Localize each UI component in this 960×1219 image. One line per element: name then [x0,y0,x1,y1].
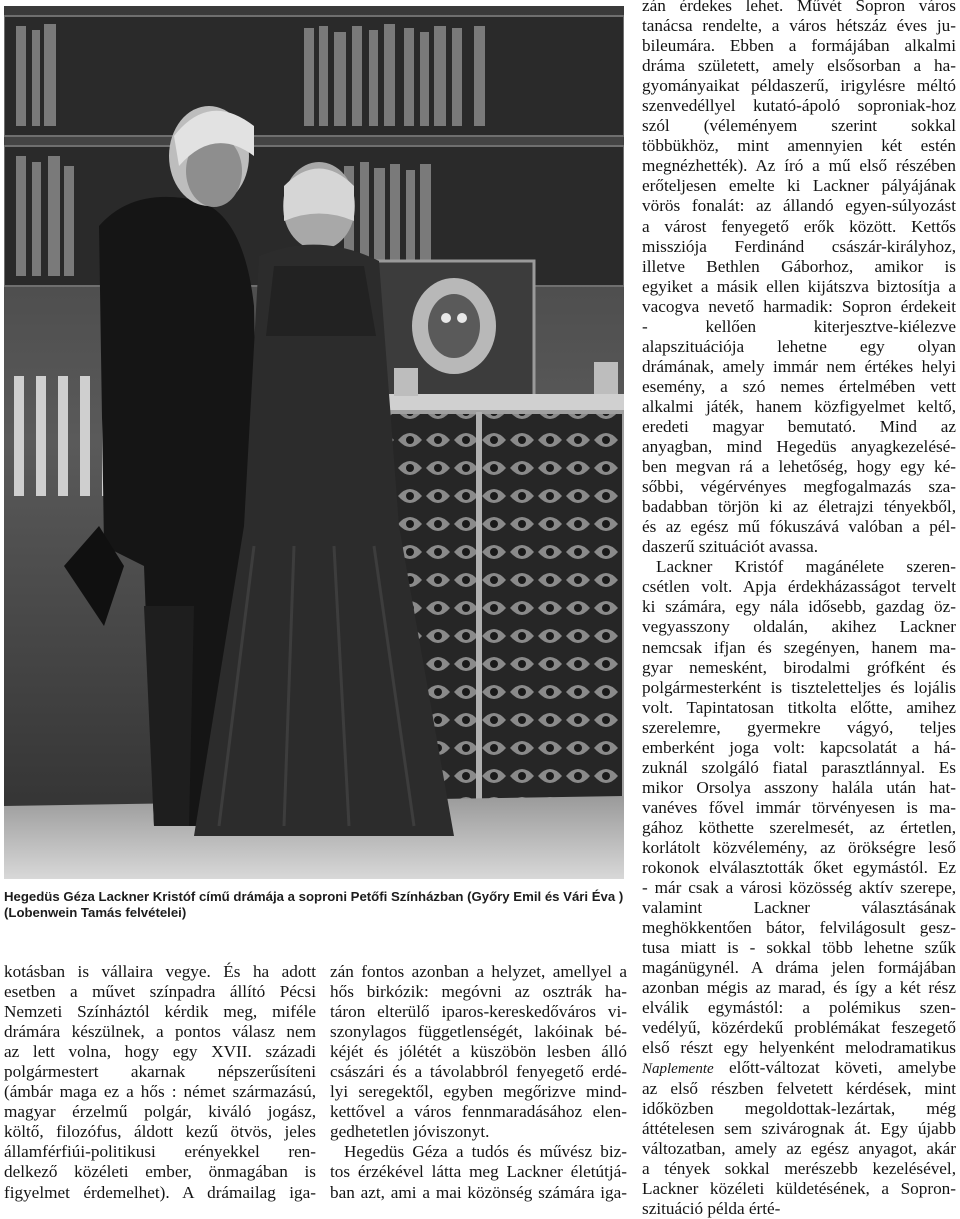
text-line: ben megvan rá a lehetőség, hogy egy ké- [642,457,956,477]
text-line: missziója Ferdinánd császár-királyhoz, [642,236,956,256]
text-line: kettővel a város fennmaradásához elen- [330,1102,627,1122]
text-line: meghökkentően bátor, felvilágosult gesz- [642,918,956,938]
text-line: emberként joga volt: kapcsolatát a há- [642,737,956,757]
text-line: elválik egymástól: a polémikus szen- [642,998,956,1018]
text-line: szonylagos függetlenségét, lakóinak bé- [330,1022,627,1042]
text-line: drámának, amely immár nem értékes helyi [642,356,956,376]
text-line: Lackner Kristóf magánélete szeren- [656,557,956,577]
text-line: badabban törjön ki az életrajzi tényekből, [642,497,956,517]
text-line: nemcsak ifjan és szegényen, hanem ma- [642,637,956,657]
text-line: valamint Lackner választásának [642,898,956,918]
text-line: változatban, amely az egész anyagot, akár [642,1138,956,1158]
text-line: tos érzékével látta meg Lackner életútjá- [330,1162,627,1182]
text-line: gyományaikat példaszerű, irigylésre méltó [642,76,956,96]
text-fragment: előtt-változat követi, amelybe [713,1058,956,1078]
text-line: Hegedüs Géza a tudós és művész biz- [344,1142,627,1162]
text-line: polgármesterként is tiszteletteljes és lojális [642,677,956,697]
text-line: zán érdekes lehet. Művét Sopron város [642,0,956,15]
photo-caption [4,889,624,921]
text-line: gyar nemesként, birodalmi grófként és [642,657,956,677]
text-line: táron elterülő iparos-kereskedőváros vi- [330,1002,627,1022]
text-line: időközben megoldottak-lezártak, még [642,1098,956,1118]
text-line: illetve Bethlen Gáborhoz, amikor is [642,256,956,276]
text-line: - kellően kiterjesztve-kiélezve [642,316,956,336]
text-line: szól (véleményem szerint sokkal [642,116,956,136]
text-line: tusa miatt is - sokkal több lehetne szűk [642,938,956,958]
text-line: vörös fonalát: az állandó egyen-súlyozást [642,196,956,216]
text-line: erőteljesen emelte ki Lackner pályájának [642,176,956,196]
text-line: áttételesen sem szivárognak át. Egy újabb [642,1118,956,1138]
text-line-italic [642,1058,956,1078]
text-line: alkalmi játék, hanem közfigyelmet keltő, [642,396,956,416]
text-line: Nemzeti Színháztól kérdik meg, miféle [4,1002,316,1022]
text-line: gához köthette szerelmesét, az értetlen, [642,817,956,837]
text-line: bileumára. Ebben a formájában alkalmi [642,36,956,56]
text-line: rokonok elválasztották őket egymástól. Ez [642,858,956,878]
text-line: daszerű szituációt avassa. [642,537,819,557]
text-line: első részt egy helyenként melodramatikus [642,1038,956,1058]
text-line: vanéves fővel immár törvényesen is ma- [642,797,956,817]
text-line: egyiket a másik ellen kijátszva biztosítja a [642,276,956,296]
text-line: az első részben felvetett kérdések, mint [642,1078,956,1098]
text-line: költő, filozófus, áldott kezű ötvös, jeles [4,1122,316,1142]
text-line: többükhöz, mint amennyien két estén [642,136,956,156]
text-line: és az egész mű fókuszává valóban a pél- [642,517,956,537]
text-line: anyagban, mind Hegedüs anyagkezelésé- [642,437,956,457]
text-line: drámára készülnek, a pontos válasz nem [4,1022,316,1042]
text-line: - már csak a városi közösség aktív szerepe, [642,878,956,898]
text-line: vedélyű, közérdekű problémákat feszegető [642,1018,956,1038]
italic-title: Naplemente [642,1061,714,1078]
text-line: vegyasszony oldalán, akihez Lackner [642,617,956,637]
text-column-middle [330,962,627,1203]
text-line: delkező közéleti ember, önmagában is [4,1162,316,1182]
text-line: esetben a művet színpadra állító Pécsi [4,982,316,1002]
text-line: az lett volna, hogy egy XVII. századi [4,1042,316,1062]
text-line: Lackner közéleti küldetésének, a Sopron- [642,1178,956,1198]
caption-line-1: Hegedüs Géza Lackner Kristóf című drámája a soproni Petőfi Színházban (Győry Emil és Vári Éva ) [4,889,624,904]
text-line: kotásban is vállaira vegye. És ha adott [4,962,316,981]
caption-line-2: (Lobenwein Tamás felvételei) [4,905,187,920]
text-column-right [642,0,956,1219]
text-line: ki számára, egy nála idősebb, gazdag öz- [642,597,956,617]
text-line: polgármestert akarnak népszerűsíteni [4,1062,316,1082]
stage-photo-drawing [4,6,624,879]
text-line: szerelemre, gyermekre vágyó, teljes [642,717,956,737]
text-line: szenvedéllyel kutató-ápoló soproniak-hoz [642,96,956,116]
text-line: a tények sokkal merészebb kezelésével, [642,1158,956,1178]
text-line: alapszituációja lehetne egy olyan [642,336,956,356]
text-column-left [4,962,316,1203]
text-line: kéjét és jólétét a küszöbön lesben álló [330,1042,627,1062]
text-line: eredeti magyar bemutató. Mind az [642,416,956,436]
text-line: lyi seregektől, egyben megőrizve mind- [330,1082,627,1102]
text-line: esemény, a szó nemes értelmében vett [642,376,956,396]
text-line: a várost fenyegető erők között. Kettős [642,216,956,236]
text-line: ban azt, ami a mai közönség számára iga- [330,1182,627,1202]
text-line: korlátolt közvélemény, az örökségre leső [642,837,956,857]
stage-photo [4,6,624,879]
text-line: hős birkózik: megóvni az osztrák ha- [330,982,627,1002]
text-line: sőbbi, végérvényes megfogalmazás sza- [642,477,956,497]
text-line: szituáció példa érté- [642,1198,781,1218]
text-line: gedhetetlen jóviszonyt. [330,1122,490,1142]
text-line: zán fontos azonban a helyzet, amellyel a [330,962,627,981]
text-line: figyelmet érdemelhet). A drámailag iga- [4,1182,316,1202]
text-line: (ámbár maga ez a hős : német származású, [4,1082,316,1102]
text-line: császári és a távolabbról fenyegető erdé- [330,1062,627,1082]
text-line: mikor Orsolya asszony halála után hat- [642,777,956,797]
text-line: csétlen volt. Apja érdekházasságot tervelt [642,577,956,597]
text-line: magánügynél. A dráma jelen formájában [642,958,956,978]
text-line: államférfiúi-politikusi erényekkel ren- [4,1142,316,1162]
text-line: tanácsa rendelte, a város hétszáz éves ju- [642,16,956,36]
text-line: megnézhették). Az író a mű első részében [642,156,956,176]
text-line: vacogva nevető harmadik: Sopron érdekeit [642,296,956,316]
text-line: azonban mégis az marad, és így a két rész [642,978,956,998]
text-line: magyar érzelmű polgár, kiváló jogász, [4,1102,316,1122]
text-line: dráma született, amely elsősorban a ha- [642,56,956,76]
text-line: volt. Tapintatosan titkolta előtte, amihez [642,697,956,717]
text-line: zuknál szolgáló fiatal parasztlánnyal. Es [642,757,956,777]
